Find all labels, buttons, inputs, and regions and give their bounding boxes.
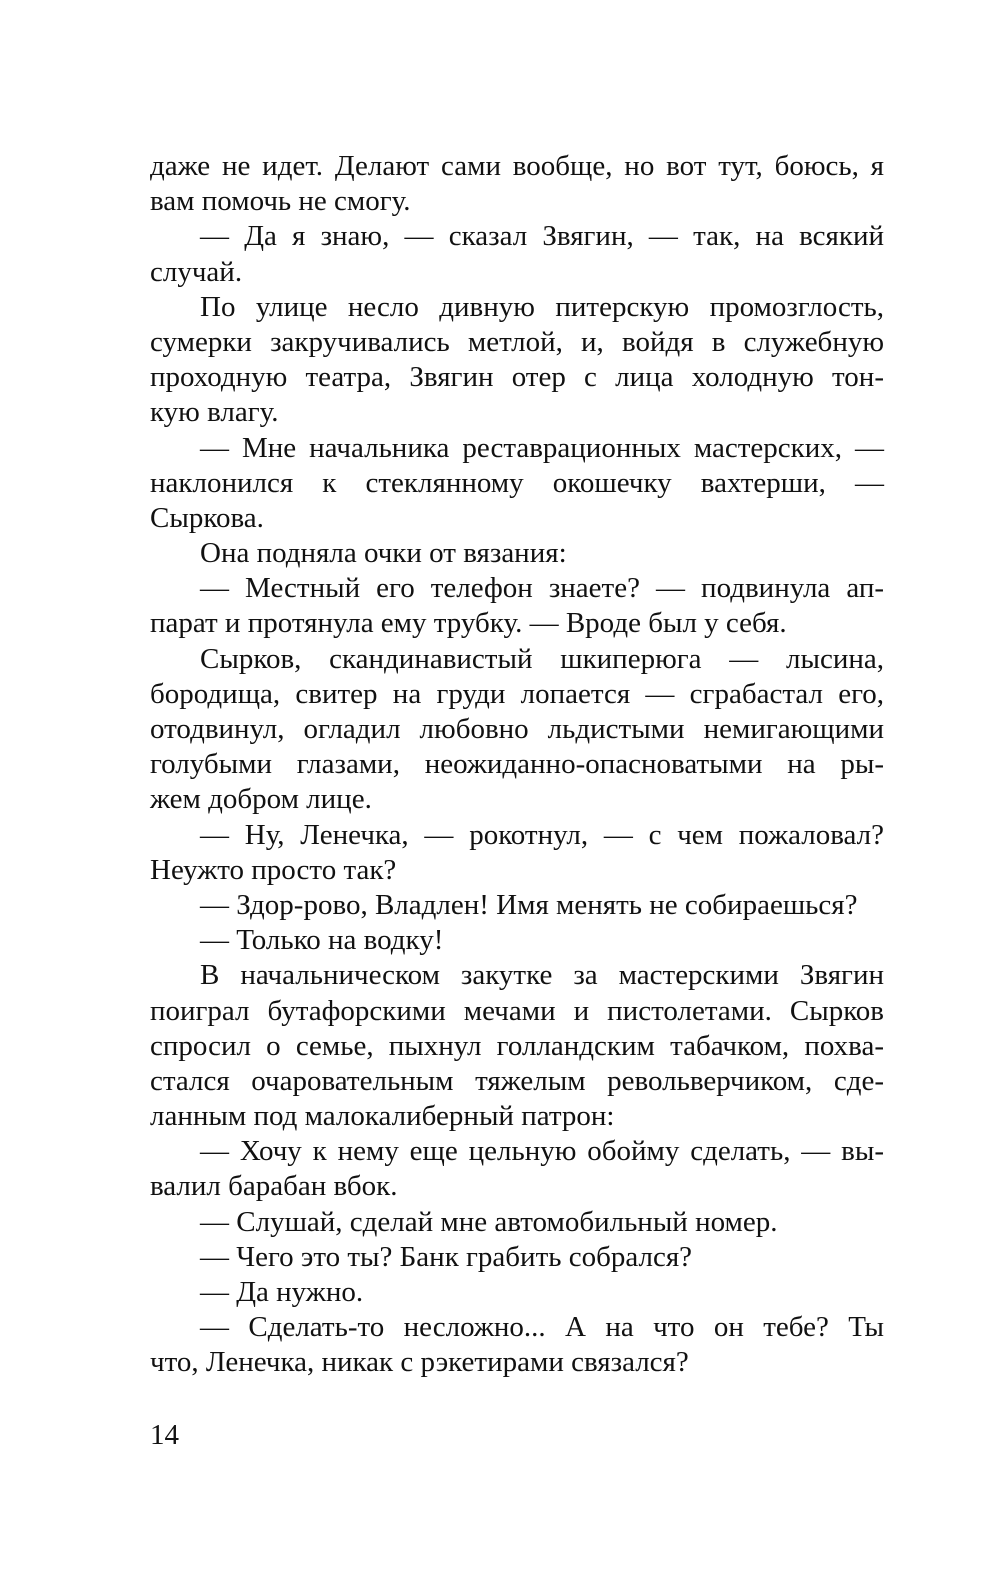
text-line: Сыркова. <box>150 501 264 534</box>
text-line: что, Ленечка, никак с рэкетирами связался? <box>150 1346 689 1379</box>
text-line: Неужто просто так? <box>150 853 397 886</box>
text-line: поиграл бутафорскими мечами и пистолетами. Сырков <box>150 994 884 1027</box>
text-line: По улице несло дивную питерскую промозглость, <box>200 290 884 323</box>
text-line: голубыми глазами, неожиданно-опасноватыми на ры- <box>150 748 884 781</box>
text-line: кую влагу. <box>150 396 279 429</box>
text-line: — Местный его телефон знаете? — подвинула ап- <box>200 572 884 605</box>
text-line: — Чего это ты? Банк грабить собрался? <box>200 1240 693 1273</box>
text-line: даже не идет. Делают сами вообще, но вот тут, боюсь, я <box>150 150 884 182</box>
text-line: бородища, свитер на груди лопается — сграбастал его, <box>150 677 884 710</box>
text-line: В начальническом закутке за мастерскими Звягин <box>200 959 884 992</box>
text-line: — Слушай, сделай мне автомобильный номер. <box>200 1205 778 1238</box>
text-line: — Да нужно. <box>200 1276 364 1308</box>
text-line: Она подняла очки от вязания: <box>200 537 567 570</box>
text-line: валил барабан вбок. <box>150 1170 398 1203</box>
text-line: — Мне начальника реставрационных мастерских, — <box>200 431 884 464</box>
text-line: спросил о семье, пыхнул голландским табачком, похва- <box>150 1029 884 1062</box>
text-line: вам помочь не смогу. <box>150 185 411 218</box>
text-line: — Да я знаю, — сказал Звягин, — так, на всякий <box>200 220 884 253</box>
text-line: стался очаровательным тяжелым револьверчиком, сде- <box>150 1064 884 1097</box>
text-line: — Только на водку! <box>200 924 444 957</box>
text-line: наклонился к стеклянному окошечку вахтерши, — <box>150 466 884 499</box>
text-line: сумерки закручивались метлой, и, войдя в служебную <box>150 325 884 358</box>
text-line: — Хочу к нему еще цельную обойму сделать, — вы- <box>200 1135 884 1168</box>
text-line: ланным под малокалиберный патрон: <box>150 1100 615 1133</box>
text-line: Сырков, скандинавистый шкиперюга — лысина, <box>200 642 884 675</box>
text-line: — Сделать-то несложно... А на что он тебе? Ты <box>200 1311 884 1344</box>
text-line: — Здор-рово, Владлен! Имя менять не собираешься? <box>200 888 858 921</box>
body-text <box>150 149 884 1381</box>
text-line: отодвинул, огладил любовно льдистыми немигающими <box>150 713 884 745</box>
text-line: случай. <box>150 255 243 288</box>
text-line: проходную театра, Звягин отер с лица холодную тон- <box>150 361 884 394</box>
text-line: парат и протянула ему трубку. — Вроде был у себя. <box>150 607 787 640</box>
page-number: 14 <box>150 1419 179 1451</box>
text-line: жем добром лице. <box>150 783 372 816</box>
text-line: — Ну, Ленечка, — рокотнул, — с чем пожаловал? <box>200 818 884 851</box>
